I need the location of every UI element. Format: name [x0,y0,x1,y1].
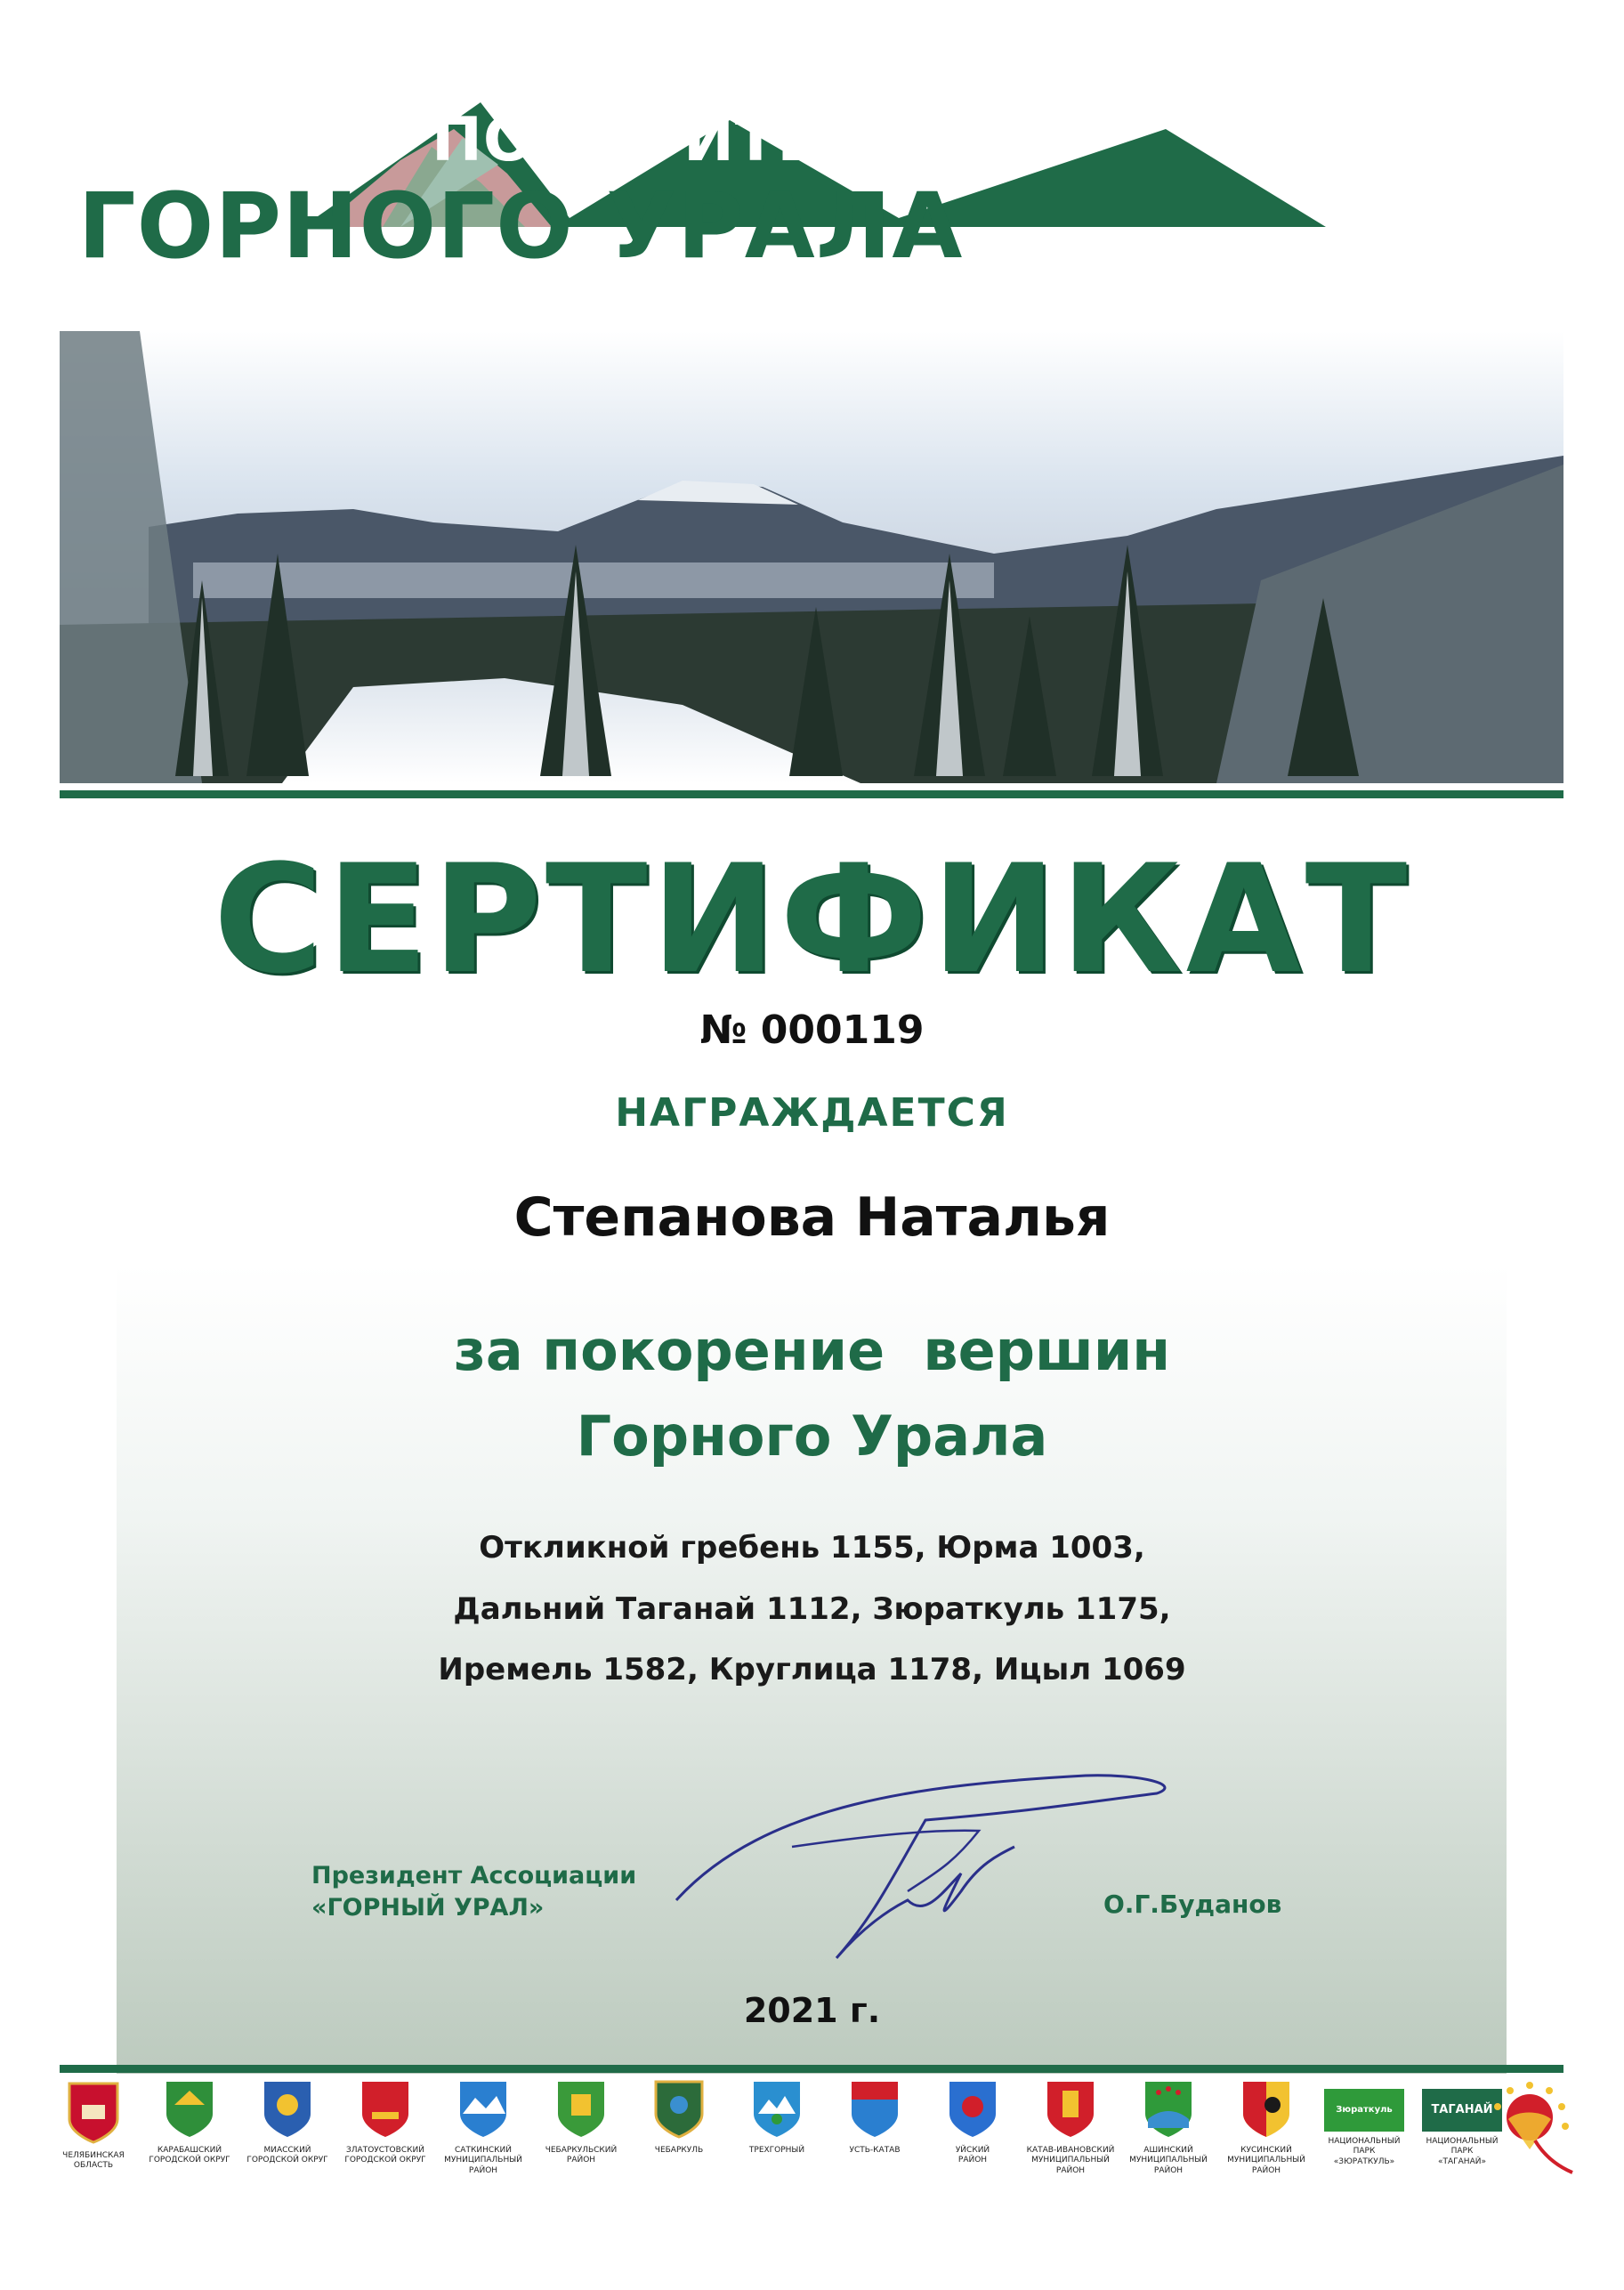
emblem-caption: ЧЕБАРКУЛЬ [654,2146,704,2155]
awarded-label: НАГРАЖДАЕТСЯ [615,1090,1009,1136]
coat-of-arms-icon [66,2078,121,2146]
zyuratkul-logo: Зюраткуль [1324,2089,1404,2132]
reason-line-2: Горного Урала [576,1404,1048,1469]
award-reason [0,1308,1624,1479]
signer-name: О.Г.Буданов [1103,1889,1282,1919]
signer-role-line-1: Президент Ассоциации [311,1862,637,1889]
peaks-line-3: Иремель 1582, Круглица 1178, Ицыл 1069 [438,1652,1186,1688]
peaks-list [0,1517,1624,1701]
emblems-row [49,2078,1580,2283]
emblem-zyuratkul-park [1320,2078,1409,2167]
emblem-association-logo [1489,2078,1578,2181]
emblem-caption: САТКИНСКИЙ МУНИЦИПАЛЬНЫЙ РАЙОН [444,2146,522,2175]
emblem-caption: КАРАБАШСКИЙ ГОРОДСКОЙ ОКРУГ [149,2146,230,2165]
emblem-asha [1124,2078,1213,2176]
coat-of-arms-icon [1240,2078,1292,2140]
emblem-caption: НАЦИОНАЛЬНЫЙ ПАРК «ТАГАНАЙ» [1426,2137,1499,2166]
coat-of-arms-icon [360,2078,411,2140]
coat-of-arms-icon [262,2078,313,2140]
emblem-miass [243,2078,332,2166]
coat-of-arms-icon [164,2078,215,2140]
coat-of-arms-icon [1143,2078,1194,2140]
emblem-caption: ТРЕХГОРНЫЙ [748,2146,805,2155]
emblem-uysky [928,2078,1017,2166]
emblem-chebarkul-district [537,2078,626,2166]
emblem-caption: ЧЕБАРКУЛЬСКИЙ РАЙОН [545,2146,618,2165]
emblem-caption: МИАССКИЙ ГОРОДСКОЙ ОКРУГ [246,2146,328,2165]
peaks-line-2: Дальний Таганай 1112, Зюраткуль 1175, [453,1590,1171,1627]
emblem-caption: УЙСКИЙ РАЙОН [955,2146,990,2165]
emblem-caption: АШИНСКИЙ МУНИЦИПАЛЬНЫЙ РАЙОН [1129,2146,1208,2175]
emblem-caption: ЗЛАТОУСТОВСКИЙ ГОРОДСКОЙ ОКРУГ [344,2146,426,2165]
emblem-caption: КУСИНСКИЙ МУНИЦИПАЛЬНЫЙ РАЙОН [1227,2146,1305,2175]
association-logo-icon [1491,2078,1576,2176]
taganay-logo: ТАГАНАЙ [1422,2089,1502,2132]
emblem-kusa [1222,2078,1311,2176]
top-divider [60,790,1563,798]
emblem-caption: УСТЬ-КАТАВ [849,2146,901,2155]
coat-of-arms-icon [1045,2078,1096,2140]
emblem-karabash [145,2078,234,2166]
coat-of-arms-icon [947,2078,998,2140]
certificate-number: № 000119 [699,1007,925,1053]
signature [658,1767,1192,1971]
coat-of-arms-icon [849,2078,901,2140]
emblem-trekhgorny [732,2078,821,2156]
signer-role [311,1860,636,1925]
emblem-chelyabinsk-oblast [49,2078,138,2172]
signer-role-line-2: «ГОРНЫЙ УРАЛ» [311,1894,545,1922]
peaks-line-1: Откликной гребень 1155, Юрма 1003, [479,1530,1145,1566]
recipient-name: Степанова Наталья [513,1186,1111,1249]
bottom-divider [60,2065,1563,2073]
coat-of-arms-icon [751,2078,803,2140]
emblem-katav-ivanovsk [1026,2078,1115,2176]
coat-of-arms-icon [653,2078,705,2140]
emblem-zlatoust [341,2078,430,2166]
winter-mountain-photo [60,331,1563,783]
certificate-year: 2021 г. [743,1991,881,2030]
logo-title-line1: ПОКОРИТЕЛЬ [432,105,917,175]
emblem-caption: ЧЕЛЯБИНСКАЯ ОБЛАСТЬ [62,2151,125,2171]
emblem-caption: КАТАВ-ИВАНОВСКИЙ МУНИЦИПАЛЬНЫЙ РАЙОН [1026,2146,1115,2175]
reason-line-1: за покорение вершин [453,1318,1171,1383]
coat-of-arms-icon [457,2078,509,2140]
emblem-satka [439,2078,528,2176]
logo-title-line2: ГОРНОГО УРАЛА [77,174,964,279]
emblem-chebarkul [634,2078,723,2156]
emblem-ust-katav [830,2078,919,2156]
certificate-title: СЕРТИФИКАТ [213,832,1411,1007]
coat-of-arms-icon [555,2078,607,2140]
emblem-caption: НАЦИОНАЛЬНЫЙ ПАРК «ЗЮРАТКУЛЬ» [1328,2137,1401,2166]
